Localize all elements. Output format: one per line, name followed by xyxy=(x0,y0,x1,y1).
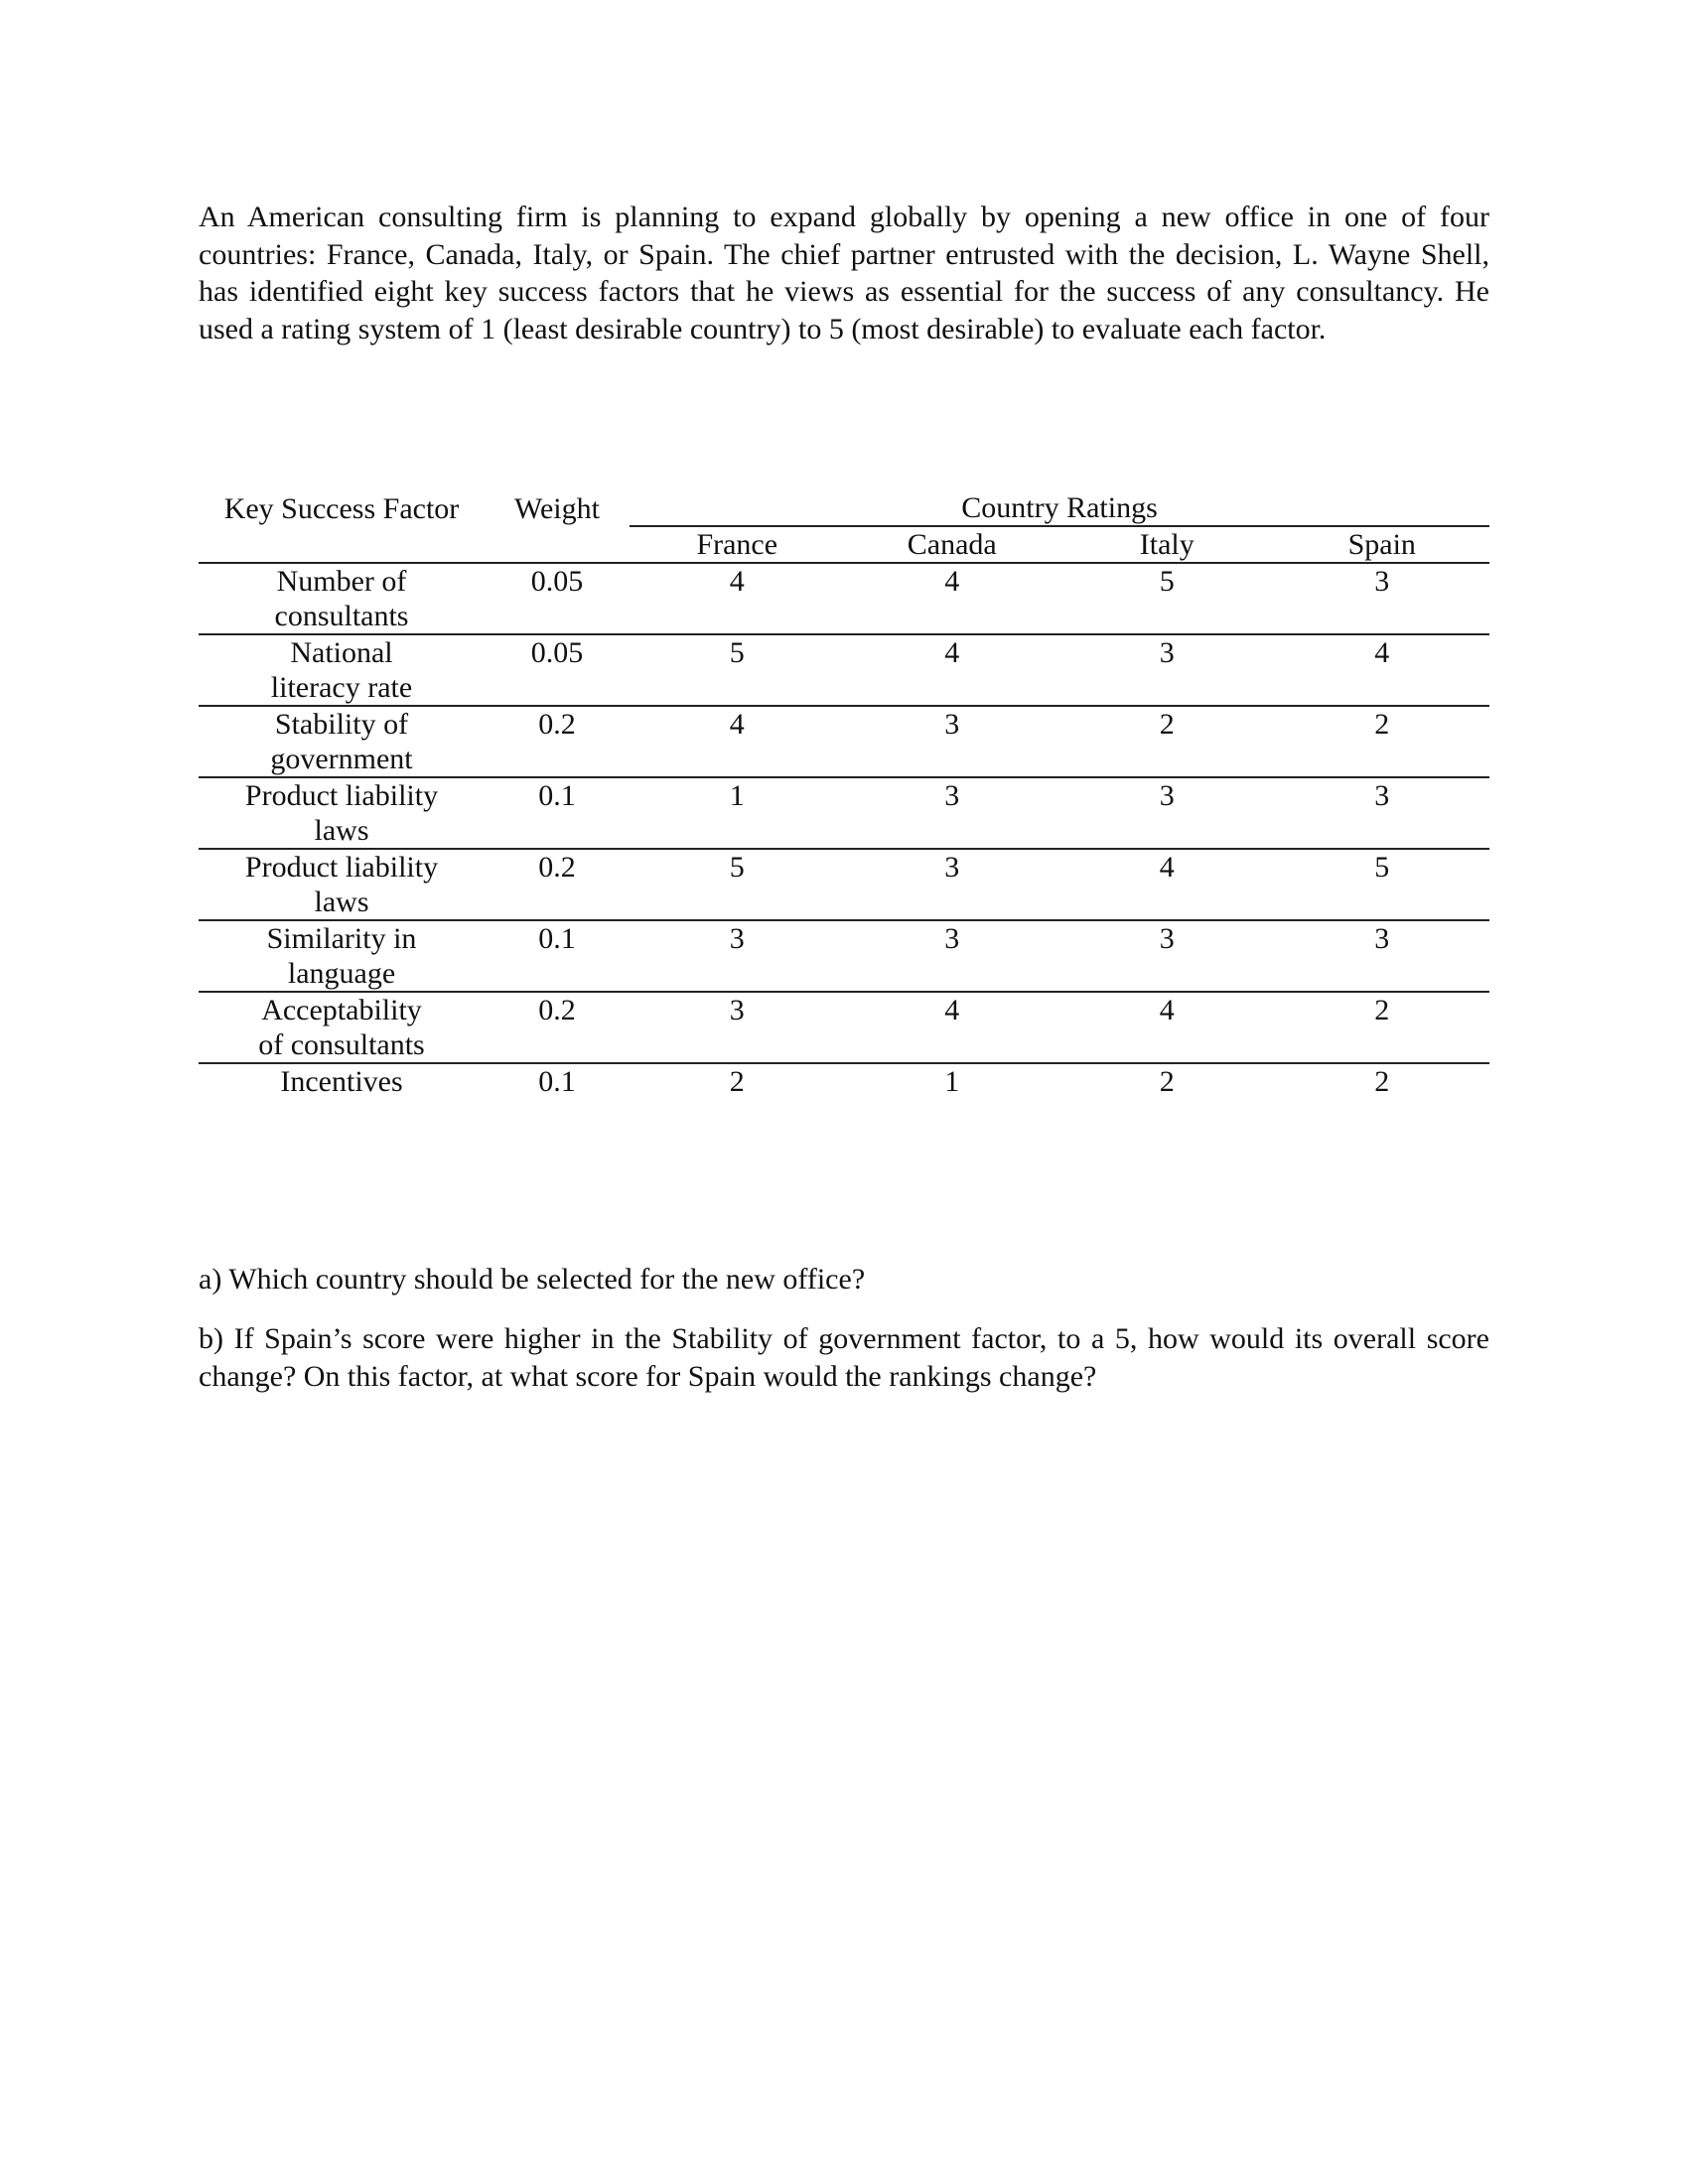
factor-weight: 0.1 xyxy=(485,777,630,849)
rating-italy: 2 xyxy=(1159,1065,1175,1098)
rating-canada: 3 xyxy=(845,706,1060,777)
factor-name: Number of consultants xyxy=(199,563,485,634)
rating-spain: 2 xyxy=(1275,992,1490,1063)
table-row xyxy=(199,920,1489,992)
factor-weight: 0.1 xyxy=(485,920,630,992)
table-row xyxy=(199,992,1489,1063)
key-success-factor-table xyxy=(199,480,1489,1102)
factor-name: Product liability laws xyxy=(199,849,485,920)
table-row xyxy=(199,1063,1489,1102)
table-row xyxy=(199,849,1489,920)
rating-france: 1 xyxy=(630,777,845,849)
rating-spain: 5 xyxy=(1275,849,1490,920)
factor-name: Incentives xyxy=(280,1065,403,1098)
rating-canada: 3 xyxy=(845,849,1060,920)
factor-name: Product liability laws xyxy=(199,777,485,849)
header-spacer xyxy=(199,526,485,563)
rating-spain: 3 xyxy=(1275,920,1490,992)
rating-spain: 2 xyxy=(1275,706,1490,777)
factor-weight: 0.2 xyxy=(485,992,630,1063)
rating-canada: 4 xyxy=(845,563,1060,634)
question-b: b) If Spain’s score were higher in the Stability of government factor, to a 5, how would its overall score change? On this factor, at what score for Spain would the rankings change? xyxy=(199,1322,1489,1393)
rating-spain: 3 xyxy=(1275,563,1490,634)
question-a: a) Which country should be selected for the new office? xyxy=(199,1263,866,1296)
rating-italy: 3 xyxy=(1059,777,1275,849)
rating-italy: 3 xyxy=(1059,920,1275,992)
rating-france: 2 xyxy=(729,1065,745,1098)
rating-france: 4 xyxy=(630,706,845,777)
rating-canada: 1 xyxy=(944,1065,960,1098)
table-row xyxy=(199,634,1489,706)
rating-spain: 2 xyxy=(1374,1065,1390,1098)
header-spacer xyxy=(485,526,630,563)
rating-spain: 4 xyxy=(1275,634,1490,706)
factor-name: Stability of government xyxy=(199,706,485,777)
rating-canada: 4 xyxy=(845,992,1060,1063)
weight-column-header: Weight xyxy=(514,492,600,525)
problem-statement: An American consulting firm is planning to expand globally by opening a new office in one of four countries: France, Canada, Italy, or Spain. The chief partner entrusted with the decision, L. Wayne Shell, has identified eight key success factors that he views as essential for the success of any consultancy. He used a rating system of 1 (least desirable country) to 5 (most desirable) to evaluate each factor. xyxy=(199,201,1489,345)
country-header-france: France xyxy=(630,526,845,563)
country-ratings-header: Country Ratings xyxy=(630,480,1489,526)
rating-spain: 3 xyxy=(1275,777,1490,849)
rating-canada: 3 xyxy=(845,777,1060,849)
rating-france: 4 xyxy=(630,563,845,634)
factor-name: National literacy rate xyxy=(199,634,485,706)
rating-canada: 4 xyxy=(845,634,1060,706)
rating-canada: 3 xyxy=(845,920,1060,992)
factor-weight: 0.2 xyxy=(485,706,630,777)
country-header-canada: Canada xyxy=(845,526,1060,563)
rating-france: 5 xyxy=(630,849,845,920)
factor-weight: 0.05 xyxy=(485,634,630,706)
rating-italy: 4 xyxy=(1059,849,1275,920)
country-header-italy: Italy xyxy=(1059,526,1275,563)
rating-france: 3 xyxy=(630,992,845,1063)
rating-france: 3 xyxy=(630,920,845,992)
rating-italy: 4 xyxy=(1059,992,1275,1063)
factor-name: Similarity in language xyxy=(199,920,485,992)
factor-name: Acceptability of consultants xyxy=(199,992,485,1063)
factor-weight: 0.2 xyxy=(485,849,630,920)
rating-italy: 5 xyxy=(1059,563,1275,634)
rating-italy: 3 xyxy=(1059,634,1275,706)
factor-column-header: Key Success Factor xyxy=(223,492,460,525)
table-row xyxy=(199,777,1489,849)
rating-italy: 2 xyxy=(1059,706,1275,777)
table-row xyxy=(199,706,1489,777)
table-row xyxy=(199,563,1489,634)
country-header-spain: Spain xyxy=(1275,526,1490,563)
factor-weight: 0.1 xyxy=(538,1065,576,1098)
factor-weight: 0.05 xyxy=(485,563,630,634)
rating-france: 5 xyxy=(630,634,845,706)
